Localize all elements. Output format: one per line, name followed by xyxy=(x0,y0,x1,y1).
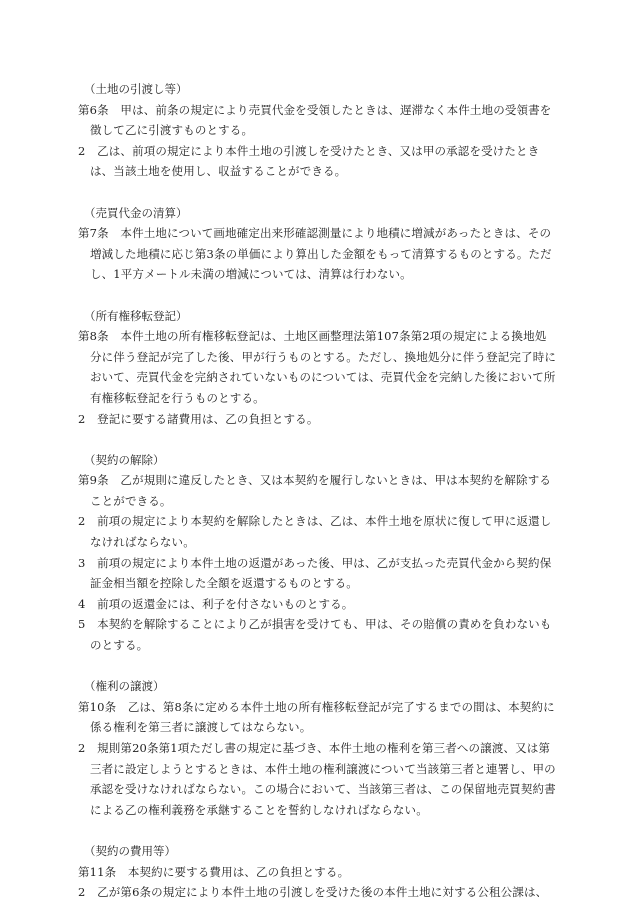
article-paragraph: 第10条 乙は、第8条に定める本件土地の所有権移転登記が完了するまでの間は、本契約に係る権利を第三者に譲渡してはならない。 xyxy=(78,699,555,735)
section-contract-costs xyxy=(78,841,558,903)
article-paragraph: 第9条 乙が規則に違反したとき、又は本契約を履行しないときは、甲は本契約を解除することができる。 xyxy=(78,473,552,508)
contract-document xyxy=(78,79,558,923)
section-contract-cancellation xyxy=(78,450,558,656)
section-heading: （土地の引渡し等） xyxy=(84,82,188,96)
article-paragraph: 3 前項の規定により本件土地の返還があった後、甲は、乙が支払った売買代金から契約保証金相当額を控除した全額を返還するものとする。 xyxy=(78,555,552,591)
article-paragraph: 第11条 本契約に要する費用は、乙の負担とする。 xyxy=(78,864,350,879)
article-paragraph: 2 乙は、前項の規定により本件土地の引渡しを受けたとき、又は甲の承認を受けたときは、当該土地を使用し、収益することができる。 xyxy=(78,143,540,179)
section-rights-transfer xyxy=(78,676,558,820)
article-paragraph: 第8条 本件土地の所有権移転登記は、土地区画整理法第107条第2項の規定による換地処分に伴う登記が完了した後、甲が行うものとする。ただし、換地処分に伴う登記完了時において、売買代金を完納されていないものについては、売買代金を完納した後において所有権移転登記を行うものとする。 xyxy=(78,329,556,405)
section-price-settlement xyxy=(78,203,558,285)
section-heading: （権利の譲渡） xyxy=(84,679,165,694)
section-heading: （契約の費用等） xyxy=(84,843,176,858)
article-paragraph: 2 登記に要する諸費用は、乙の負担とする。 xyxy=(78,411,319,426)
article-paragraph: 2 前項の規定により本契約を解除したときは、乙は、本件土地を原状に復して甲に返還しなければならない。 xyxy=(78,514,552,550)
article-paragraph: 第6条 甲は、前条の規定により売買代金を受領したときは、遅滞なく本件土地の受領書を徴して乙に引渡すものとする。 xyxy=(78,102,552,138)
article-paragraph: 5 本契約を解除することにより乙が損害を受けても、甲は、その賠償の責めを負わないものとする。 xyxy=(78,617,552,653)
article-paragraph: 2 乙が第6条の規定により本件土地の引渡しを受けた後の本件土地に対する公租公課は、 xyxy=(78,885,548,900)
article-paragraph: 2 規則第20条第1項ただし書の規定に基づき、本件土地の権利を第三者への譲渡、又は第三者に設定しようとするときは、本件土地の権利譲渡について当該第三者と連署し、甲の承認を受けなければならない。この場合において、当該第三者は、この保留地売買契約書による乙の権利義務を承継することを誓約しなければならない。 xyxy=(78,741,556,817)
section-ownership-registration xyxy=(78,306,558,430)
section-heading: （契約の解除） xyxy=(84,452,165,467)
section-heading: （所有権移転登記） xyxy=(84,308,188,323)
article-paragraph: 第7条 本件土地について画地確定出来形確認測量により地積に増減があったときは、その増減した地積に応じ第3条の単価により算出した金額をもって清算するものとする。ただし、1平方メートル未満の増減については、清算は行わない。 xyxy=(78,226,552,282)
article-paragraph: 4 前項の返還金には、利子を付さないものとする。 xyxy=(78,596,354,611)
section-heading: （売買代金の清算） xyxy=(84,205,188,220)
section-land-delivery xyxy=(78,79,558,182)
